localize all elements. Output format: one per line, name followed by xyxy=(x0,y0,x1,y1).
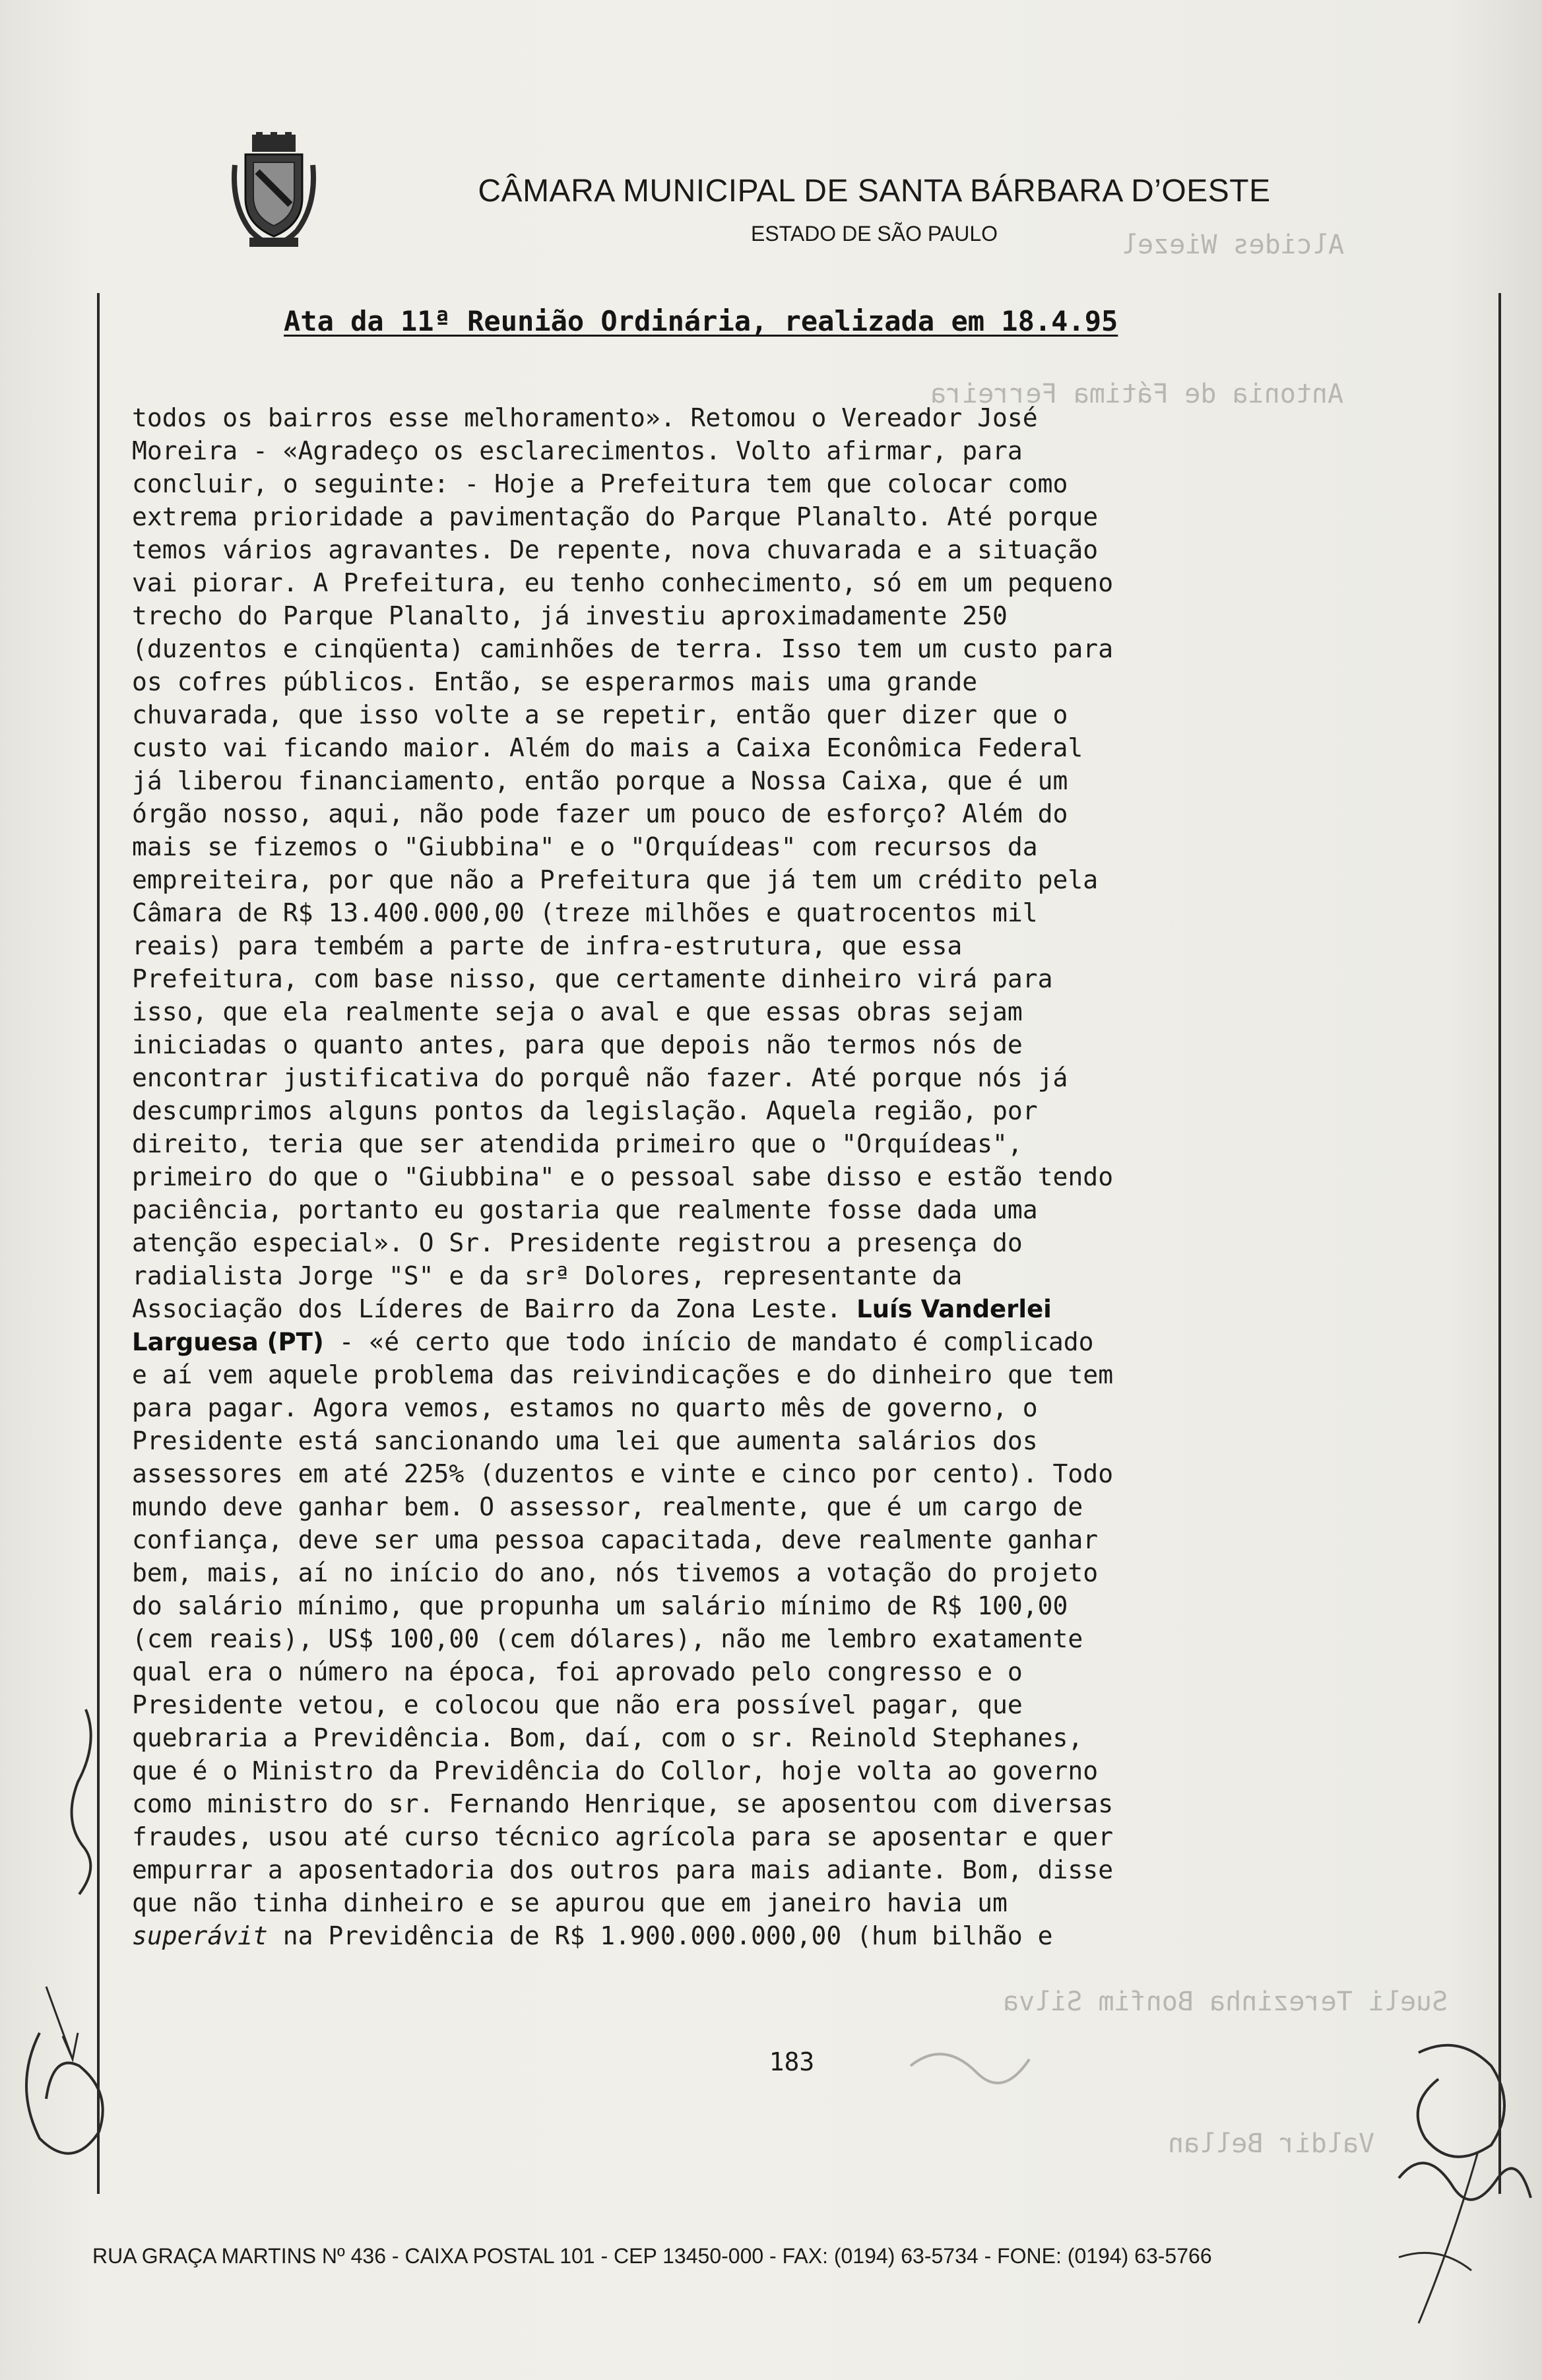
text-line: mundo deve ganhar bem. O assessor, realmente, que é um cargo de xyxy=(132,1492,1083,1521)
text-line: assessores em até 225% (duzentos e vinte e cinco por cento). Todo xyxy=(132,1459,1114,1488)
text-line: Presidente vetou, e colocou que não era possível pagar, que xyxy=(132,1690,1023,1719)
institution-subtitle: ESTADO DE SÃO PAULO xyxy=(750,222,998,246)
text-line: trecho do Parque Planalto, já investiu aproximadamente 250 xyxy=(132,601,1008,630)
text-line xyxy=(132,1325,1434,1358)
text-line xyxy=(132,1292,1434,1325)
text-line: quebraria a Previdência. Bom, daí, com o sr. Reinold Stephanes, xyxy=(132,1723,1083,1752)
bleed-through-name: Valdir Bellan xyxy=(1168,2129,1375,2159)
text-line: empreiteira, por que não a Prefeitura que já tem um crédito pela xyxy=(132,865,1099,894)
text-line: extrema prioridade a pavimentação do Parque Planalto. Até porque xyxy=(132,502,1099,531)
text-line: fraudes, usou até curso técnico agrícola para se aposentar e quer xyxy=(132,1822,1114,1851)
coat-of-arms-icon xyxy=(231,132,317,251)
text-line: chuvarada, que isso volte a se repetir, então quer dizer que o xyxy=(132,700,1068,729)
text-line: Moreira - «Agradeço os esclarecimentos. Volto afirmar, para xyxy=(132,436,1023,465)
minutes-body xyxy=(132,401,1434,1952)
text-line: atenção especial». O Sr. Presidente registrou a presença do xyxy=(132,1228,1023,1257)
text-line xyxy=(132,1919,1434,1952)
text-line: Presidente está sancionando uma lei que aumenta salários dos xyxy=(132,1426,1038,1455)
text-line: como ministro do sr. Fernando Henrique, se aposentou com diversas xyxy=(132,1789,1114,1818)
text-line: bem, mais, aí no início do ano, nós tivemos a votação do projeto xyxy=(132,1558,1099,1587)
text-line: vai piorar. A Prefeitura, eu tenho conhecimento, só em um pequeno xyxy=(132,568,1114,597)
text-line: mais se fizemos o "Giubbina" e o "Orquídeas" com recursos da xyxy=(132,832,1038,861)
page-number: 183 xyxy=(769,2047,815,2076)
text-line: custo vai ficando maior. Além do mais a Caixa Econômica Federal xyxy=(132,733,1083,762)
text-segment: na Previdência de R$ 1.900.000.000,00 (hum bilhão e xyxy=(267,1921,1053,1950)
text-line: qual era o número na época, foi aprovado pelo congresso e o xyxy=(132,1657,1023,1686)
text-line: todos os bairros esse melhoramento». Retomou o Vereador José xyxy=(132,403,1038,432)
text-line: temos vários agravantes. De repente, nova chuvarada e a situação xyxy=(132,535,1099,564)
text-line: e aí vem aquele problema das reivindicações e do dinheiro que tem xyxy=(132,1360,1114,1389)
text-line: iniciadas o quanto antes, para que depois não termos nós de xyxy=(132,1030,1023,1059)
speaker-name: Larguesa (PT) xyxy=(132,1328,324,1356)
text-line: encontrar justificativa do porquê não fazer. Até porque nós já xyxy=(132,1063,1068,1092)
text-line: radialista Jorge "S" e da srª Dolores, representante da xyxy=(132,1261,963,1290)
bleed-through-name: Sueli Terezinha Bonfim Silva xyxy=(1003,1987,1448,2017)
bleed-through-name: Alcides Wiezel xyxy=(1122,230,1345,260)
page-border-left xyxy=(97,293,100,2194)
text-line: (cem reais), US$ 100,00 (cem dólares), não me lembro exatamente xyxy=(132,1624,1083,1653)
text-line: para pagar. Agora vemos, estamos no quarto mês de governo, o xyxy=(132,1393,1038,1422)
text-line: os cofres públicos. Então, se esperarmos mais uma grande xyxy=(132,667,978,696)
text-line: órgão nosso, aqui, não pode fazer um pouco de esforço? Além do xyxy=(132,799,1068,828)
speaker-name: Luís Vanderlei xyxy=(856,1295,1052,1323)
text-line: empurrar a aposentadoria dos outros para mais adiante. Bom, disse xyxy=(132,1855,1114,1884)
bleed-through-name: Antonia de Fátima Ferreira xyxy=(930,379,1344,409)
text-line: que é o Ministro da Previdência do Collor, hoje volta ao governo xyxy=(132,1756,1099,1785)
text-line: Câmara de R$ 13.400.000,00 (treze milhões e quatrocentos mil xyxy=(132,898,1038,927)
footer-address: RUA GRAÇA MARTINS Nº 436 - CAIXA POSTAL 101 - CEP 13450-000 - FAX: (0194) 63-5734 - FONE: (0194) 63-5766 xyxy=(92,2244,1212,2268)
text-segment-italic: superávit xyxy=(132,1921,268,1950)
text-line: confiança, deve ser uma pessoa capacitada, deve realmente ganhar xyxy=(132,1525,1099,1554)
text-line: já liberou financiamento, então porque a Nossa Caixa, que é um xyxy=(132,766,1068,795)
text-line: reais) para tembém a parte de infra-estrutura, que essa xyxy=(132,931,963,960)
text-line: Prefeitura, com base nisso, que certamente dinheiro virá para xyxy=(132,964,1053,993)
text-line: do salário mínimo, que propunha um salário mínimo de R$ 100,00 xyxy=(132,1591,1068,1620)
text-line: paciência, portanto eu gostaria que realmente fosse dada uma xyxy=(132,1195,1038,1224)
document-title: Ata da 11ª Reunião Ordinária, realizada em 18.4.95 xyxy=(284,305,1118,337)
text-line: direito, teria que ser atendida primeiro que o "Orquídeas", xyxy=(132,1129,1023,1158)
institution-title: CÂMARA MUNICIPAL DE SANTA BÁRBARA D’OESTE xyxy=(478,174,1271,209)
text-segment: - «é certo que todo início de mandato é complicado xyxy=(323,1327,1094,1356)
text-line: primeiro do que o "Giubbina" e o pessoal sabe disso e estão tendo xyxy=(132,1162,1114,1191)
text-line: isso, que ela realmente seja o aval e que essas obras sejam xyxy=(132,997,1023,1026)
text-line: concluir, o seguinte: - Hoje a Prefeitura tem que colocar como xyxy=(132,469,1068,498)
text-line: (duzentos e cinqüenta) caminhões de terra. Isso tem um custo para xyxy=(132,634,1114,663)
text-line: descumprimos alguns pontos da legislação. Aquela região, por xyxy=(132,1096,1038,1125)
text-segment: Associação dos Líderes de Bairro da Zona Leste. xyxy=(132,1294,857,1323)
text-line: que não tinha dinheiro e se apurou que em janeiro havia um xyxy=(132,1888,1008,1917)
page-border-right xyxy=(1498,293,1501,2194)
